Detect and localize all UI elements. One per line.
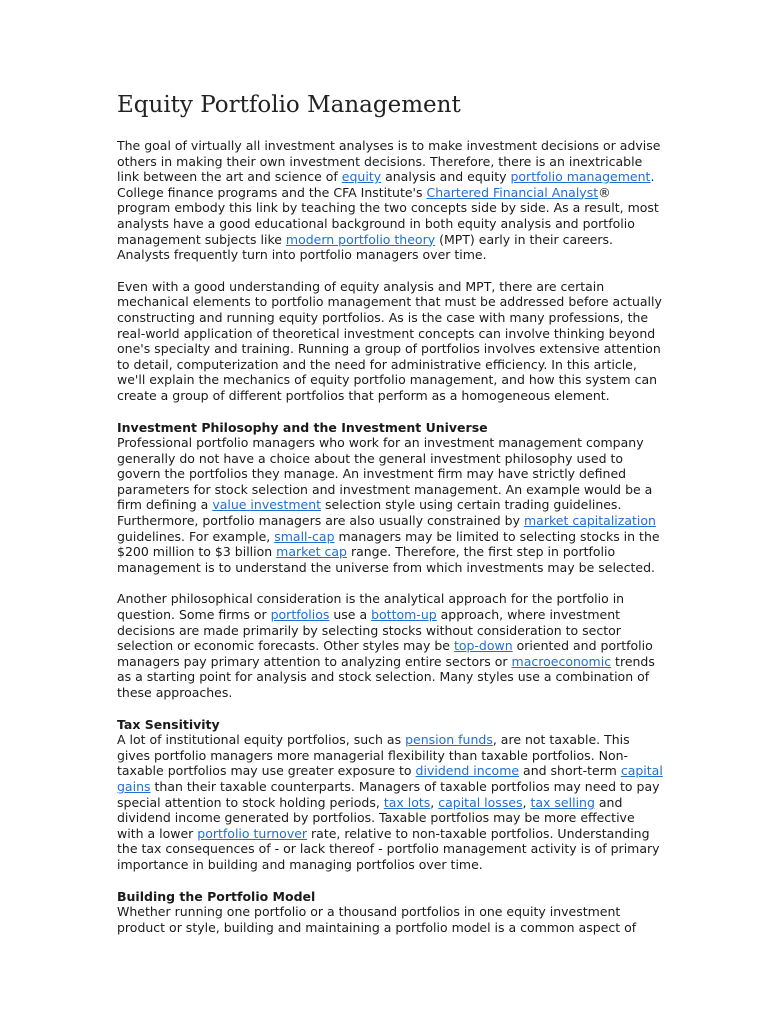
- inline-link[interactable]: portfolios: [270, 607, 330, 623]
- inline-link[interactable]: portfolio turnover: [197, 825, 308, 841]
- body-text: Whether running one portfolio or a thousand portfolios in one equity investment product or style, building and maintaining a portfolio model is a common aspect of: [117, 904, 637, 935]
- inline-link[interactable]: modern portfolio theory: [285, 231, 436, 247]
- para-block: [117, 717, 663, 873]
- article: [117, 88, 663, 935]
- inline-link[interactable]: value investment: [212, 497, 322, 513]
- body-text: ® program embody this link by teaching the two concepts side by side. As a result, most analysts have a good educational background in both equity analysis and portfolio management subjects like: [117, 184, 659, 247]
- body-text: , are not taxable. This gives portfolio managers more managerial flexibility than taxable portfolios. Non-taxable portfolios may use greater exposure to: [117, 732, 630, 779]
- paragraph: [117, 904, 663, 935]
- paragraph: [117, 435, 663, 575]
- section-heading: Investment Philosophy and the Investment Universe: [117, 419, 488, 435]
- body-text: range. Therefore, the first step in portfolio management is to understand the universe from which investments may be selected.: [117, 544, 655, 575]
- inline-link[interactable]: tax lots: [383, 794, 431, 810]
- inline-link[interactable]: market capitalization: [523, 513, 656, 529]
- body-text: analysis and equity: [381, 169, 511, 185]
- body-text: The goal of virtually all investment analyses is to make investment decisions or advise others in making their own investment decisions. Therefore, there is an inextricable link between the art and science of: [117, 138, 661, 185]
- paragraph: [117, 591, 663, 700]
- body-text: A lot of institutional equity portfolios, such as: [117, 732, 406, 748]
- body-text: and dividend income generated by portfolios. Taxable portfolios may be more effective with a lower: [117, 794, 635, 841]
- para-block: [117, 279, 663, 404]
- para-block: [117, 420, 663, 576]
- body-text: managers may be limited to selecting stocks in the $200 million to $3 billion: [117, 528, 660, 560]
- inline-link[interactable]: dividend income: [415, 763, 520, 779]
- inline-link[interactable]: pension funds: [405, 732, 493, 748]
- para-block: [117, 889, 663, 936]
- section-heading: Tax Sensitivity: [117, 716, 220, 732]
- inline-link[interactable]: portfolio management: [510, 169, 651, 185]
- body-text: approach, where investment decisions are made primarily by selecting stocks without consideration to sector selection or economic forecasts. Other styles may be: [117, 607, 621, 654]
- body-text: guidelines. For example,: [117, 528, 275, 544]
- para-block: [117, 138, 663, 263]
- inline-link[interactable]: bottom-up: [371, 607, 437, 623]
- section-heading: Building the Portfolio Model: [117, 888, 316, 904]
- body-text: ,: [430, 794, 439, 810]
- inline-link[interactable]: equity: [341, 169, 382, 185]
- body-text: trends as a starting point for analysis and stock selection. Many styles use a combination of these approaches.: [117, 653, 655, 700]
- inline-link[interactable]: capital gains: [117, 763, 663, 794]
- body-text: Professional portfolio managers who work for an investment management company generally do not have a choice about the general investment philosophy used to govern the portfolios they manage. An investment firm may have strictly defined parameters for stock selection and investment management. An example would be a firm defining a: [117, 435, 653, 513]
- inline-link[interactable]: Chartered Financial Analyst: [426, 184, 599, 200]
- paragraph: [117, 279, 663, 404]
- inline-link[interactable]: capital losses: [438, 794, 523, 810]
- paragraph: [117, 732, 663, 872]
- para-block: [117, 591, 663, 700]
- body-text: rate, relative to non-taxable portfolios. Understanding the tax consequences of - or lack thereof - portfolio management activity is of primary importance in building and managing portfolios over time.: [117, 825, 660, 872]
- inline-link[interactable]: tax selling: [530, 794, 595, 810]
- inline-link[interactable]: market cap: [276, 544, 347, 560]
- inline-link[interactable]: top-down: [453, 638, 513, 654]
- body-text: use a: [329, 607, 372, 623]
- body-text: oriented and portfolio managers pay primary attention to analyzing entire sectors or: [117, 638, 653, 669]
- body-text: (MPT) early in their careers. Analysts frequently turn into portfolio managers over time.: [117, 231, 613, 263]
- inline-link[interactable]: small-cap: [274, 528, 335, 544]
- body-text: ,: [522, 794, 531, 810]
- body-text: selection style using certain trading guidelines. Furthermore, portfolio managers are also usually constrained by: [117, 497, 622, 529]
- paragraph: [117, 138, 663, 263]
- body-text: and short-term: [519, 763, 621, 779]
- body-text: . College finance programs and the CFA Institute's: [117, 169, 655, 200]
- body-text: Even with a good understanding of equity analysis and MPT, there are certain mechanical elements to portfolio management that must be addressed before actually constructing and running equity portfolios. As is the case with many professions, the real-world application of theoretical investment concepts can involve thinking beyond one's specialty and training. Running a group of portfolios involves extensive attention to detail, computerization and the need for administrative efficiency. In this article, we'll explain the mechanics of equity portfolio management, and how this system can create a group of different portfolios that perform as a homogeneous element.: [117, 278, 662, 403]
- body-text: than their taxable counterparts. Managers of taxable portfolios may need to pay special attention to stock holding periods,: [117, 778, 660, 810]
- body-text: Another philosophical consideration is the analytical approach for the portfolio in question. Some firms or: [117, 591, 625, 623]
- page-title: Equity Portfolio Management: [117, 92, 461, 118]
- inline-link[interactable]: macroeconomic: [511, 653, 612, 669]
